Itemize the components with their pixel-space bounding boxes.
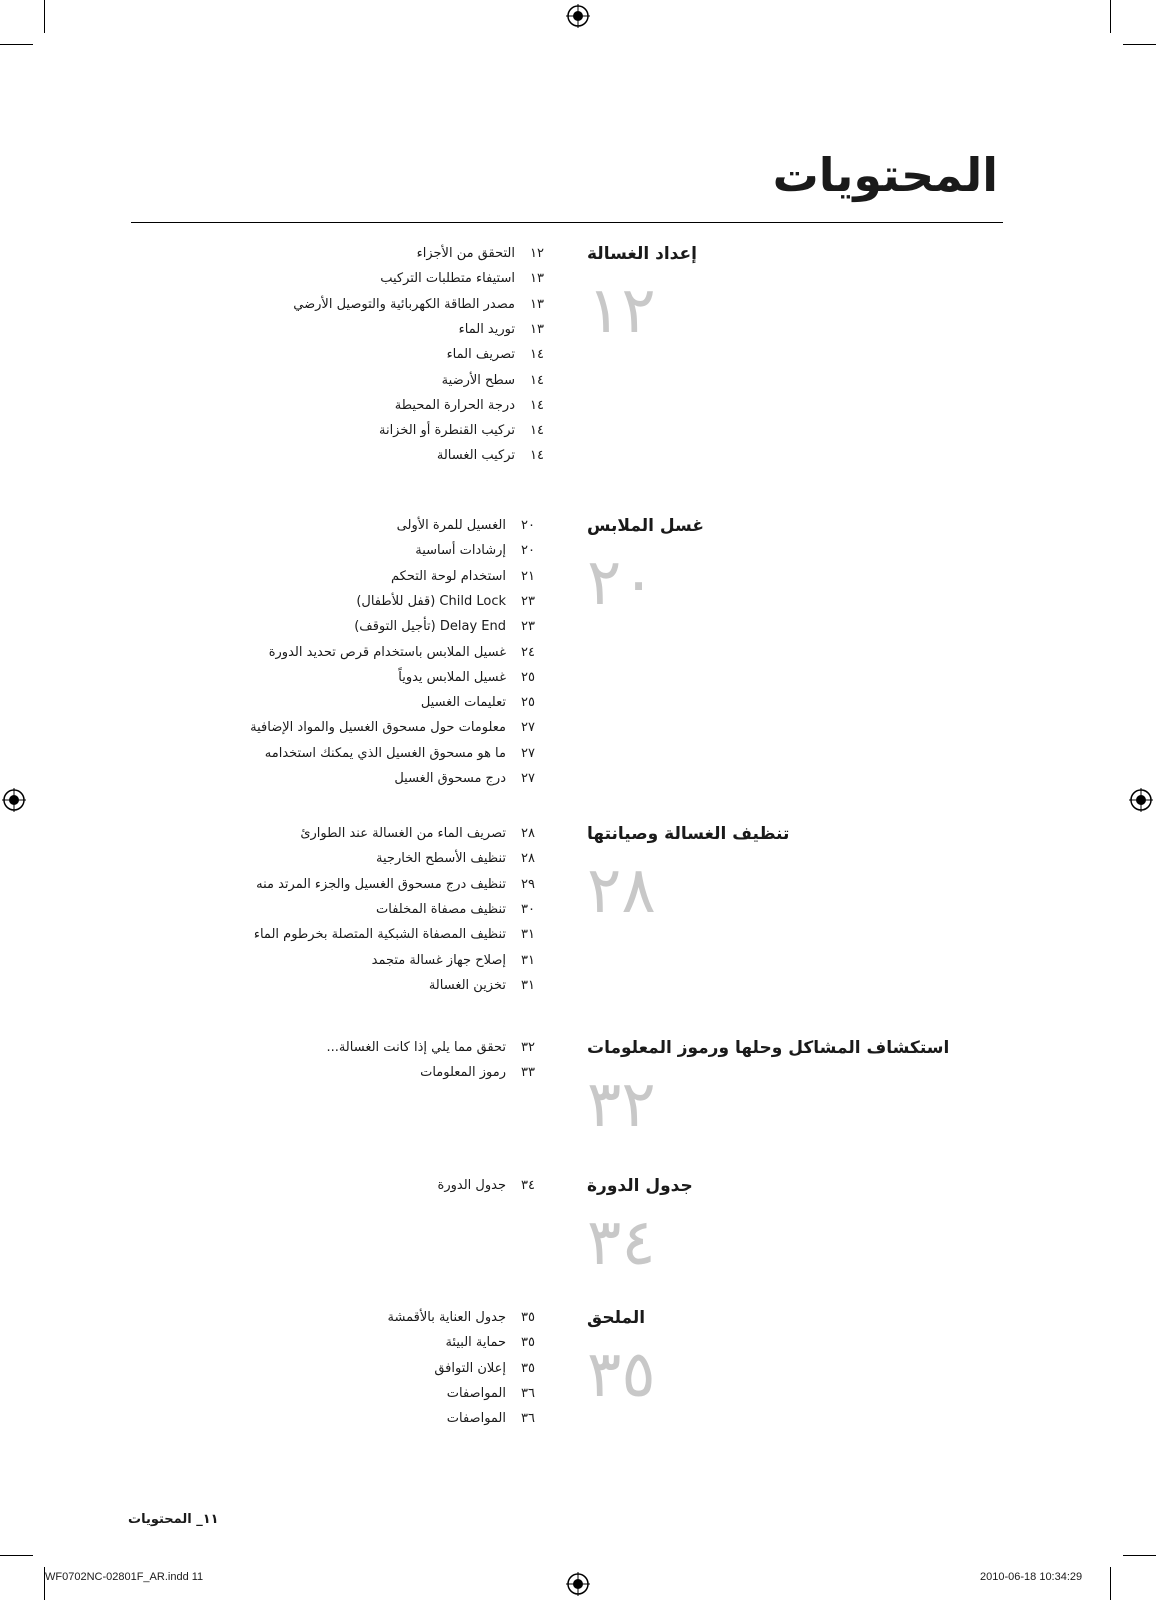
toc-entry[interactable] [0,851,535,873]
toc-entry[interactable] [0,644,535,667]
toc-entry[interactable] [0,296,544,319]
toc-entry-page: ١٣ [530,321,544,337]
toc-entry-page: ٢٨ [521,826,535,841]
section-title[interactable]: استكشاف المشاكل وحلها ورموز المعلومات [587,1038,950,1058]
toc-entry-page: ٢٧ [521,720,535,736]
toc-entry-text: تركيب الغسالة [436,448,515,464]
toc-entry-page: ٢٠ [521,543,535,559]
toc-entry[interactable] [0,1411,535,1433]
toc-entry-text: المواصفات [446,1411,506,1427]
toc-entry-page: ٣٥ [521,1310,535,1325]
crop-mark [44,0,45,33]
toc-entry[interactable] [0,977,535,1000]
toc-entry-text: إعلان التوافق [434,1360,506,1376]
title-divider [131,222,1003,223]
crop-mark [0,1555,33,1556]
section-number: ٣٢ [587,1068,656,1142]
section-title[interactable]: تنظيف الغسالة وصيانتها [587,824,790,844]
toc-entry-page: ٢٨ [521,851,535,867]
registration-mark-icon [1129,788,1153,812]
toc-entry[interactable] [0,695,535,717]
toc-entry-text: جدول الدورة [437,1178,506,1193]
toc-entry-text: تنظيف مصفاة المخلفات [376,901,506,917]
crop-mark [1110,1567,1111,1600]
toc-entry[interactable] [0,518,535,540]
toc-entry-page: ١٤ [530,448,544,464]
toc-entry-text: إصلاح جهاز غسالة متجمد [371,952,506,968]
toc-entry-page: ٢٠ [521,518,535,533]
toc-entry-text: تصريف الماء [446,347,515,363]
toc-entry[interactable] [0,619,535,641]
toc-entry-text: درج مسحوق الغسيل [394,771,506,786]
toc-entry-page: ١٤ [530,347,544,363]
registration-mark-icon [566,4,590,28]
toc-entry-text: تخزين الغسالة [428,977,506,993]
section-number: ٣٥ [587,1338,656,1412]
toc-entry[interactable] [0,246,544,268]
section-title[interactable]: غسل الملابس [587,516,704,536]
toc-entry-text: استيفاء متطلبات التركيب [380,271,515,287]
toc-entry-page: ٢٥ [521,695,535,711]
toc-entry-text: التحقق من الأجزاء [416,246,515,261]
toc-entry-page: ١٤ [530,372,544,388]
print-timestamp: 2010-06-18 10:34:29 [980,1571,1083,1583]
page-title: المحتويات [772,148,998,202]
toc-entry-page: ٢١ [521,568,535,584]
toc-entry-text: تنظيف الأسطح الخارجية [376,851,506,867]
toc-entry-text: حماية البيئة [445,1335,506,1351]
toc-entry-text: جدول العناية بالأقمشة [387,1310,506,1325]
toc-entry[interactable] [0,1040,535,1062]
toc-entry[interactable] [0,720,535,742]
toc-entry-page: ٣٦ [521,1385,535,1401]
toc-entry[interactable] [0,826,535,848]
file-name: WF0702NC-02801F_AR.indd 11 [45,1571,204,1583]
toc-entry-page: ٢٧ [521,745,535,761]
toc-entry-text: درجة الحرارة المحيطة [394,397,515,413]
toc-entry-text: المواصفات [446,1385,506,1401]
toc-entry-text: تصريف الماء من الغسالة عند الطوارئ [300,826,506,841]
toc-entry-text: توريد الماء [458,321,515,337]
toc-entry-page: ٢٥ [521,669,535,685]
toc-entry-page: ٣٠ [521,901,535,917]
toc-entry-text: مصدر الطاقة الكهربائية والتوصيل الأرضي [293,296,515,312]
toc-entry[interactable] [0,669,535,692]
toc-entry-text: ما هو مسحوق الغسيل الذي يمكنك استخدامه [264,745,506,761]
section-title[interactable]: إعداد الغسالة [587,244,697,264]
toc-entry[interactable] [0,1385,535,1408]
toc-entry[interactable] [0,397,544,420]
crop-mark [1123,1555,1156,1556]
section-number: ٢٠ [587,546,656,620]
toc-entry[interactable] [0,1335,535,1357]
toc-entry-text: استخدام لوحة التحكم [391,568,506,584]
toc-entry[interactable] [0,771,535,793]
toc-entry-page: ٣٤ [521,1178,535,1193]
toc-entry[interactable] [0,927,535,949]
toc-entry-page: ٣١ [521,952,535,968]
toc-entry[interactable] [0,321,544,344]
toc-entry[interactable] [0,593,535,616]
toc-entry-page: ٣٥ [521,1360,535,1376]
toc-entry[interactable] [0,952,535,975]
page-footer-label: ١١_ المحتويات [128,1512,219,1527]
toc-entry[interactable] [0,568,535,591]
toc-entry-page: ١٤ [530,397,544,413]
toc-entry-text: إرشادات أساسية [415,543,506,559]
toc-entry-page: ١٤ [530,423,544,439]
toc-entry-text: تحقق مما يلي إذا كانت الغسالة... [326,1040,506,1055]
toc-entry-text: تنظيف المصفاة الشبكية المتصلة بخرطوم الماء [253,927,506,943]
toc-entry-text: تعليمات الغسيل [420,695,506,711]
toc-entry-page: ٣١ [521,977,535,993]
toc-entry-text: غسيل الملابس باستخدام قرص تحديد الدورة [268,644,506,660]
toc-entry-page: ٣٦ [521,1411,535,1427]
registration-mark-icon [566,1572,590,1596]
toc-entry[interactable] [0,423,544,445]
toc-entry[interactable] [0,901,535,924]
toc-entry-page: ٣٣ [521,1065,535,1081]
crop-mark [1123,44,1156,45]
crop-mark [0,44,33,45]
toc-entry-text: Delay End (تأجيل التوقف) [354,619,506,635]
section-number: ١٢ [587,274,656,348]
toc-entry[interactable] [0,1360,535,1383]
toc-entry-page: ٢٣ [521,593,535,609]
toc-entry[interactable] [0,448,544,470]
toc-entry[interactable] [0,347,544,369]
toc-entry-page: ٢٣ [521,619,535,635]
crop-mark [1110,0,1111,33]
toc-entry-text: سطح الأرضية [441,372,515,388]
toc-entry-text: معلومات حول مسحوق الغسيل والمواد الإضافية [250,720,506,736]
toc-entry-page: ٢٩ [521,876,535,892]
toc-entry-text: تركيب القنطرة أو الخزانة [378,423,515,439]
toc-entry-text: غسيل الملابس يدوياً [398,669,506,685]
toc-entry[interactable] [0,271,544,293]
section-number: ٢٨ [587,854,656,928]
toc-entry[interactable] [0,1178,535,1200]
toc-entry-page: ٣٥ [521,1335,535,1351]
section-number: ٣٤ [587,1206,656,1280]
section-title[interactable]: الملحق [587,1308,646,1328]
toc-entry-page: ٣٢ [521,1040,535,1055]
toc-entry[interactable] [0,1065,535,1087]
toc-entry-page: ١٣ [530,271,544,287]
toc-entry-page: ٢٤ [521,644,535,660]
toc-entry-text: Child Lock (قفل للأطفال) [356,593,506,609]
toc-entry-page: ١٣ [530,296,544,312]
toc-entry-text: تنظيف درج مسحوق الغسيل والجزء المرتد منه [256,876,506,892]
toc-entry-text: رموز المعلومات [420,1065,506,1081]
toc-entry[interactable] [0,876,535,899]
toc-entry-page: ٢٧ [521,771,535,786]
toc-entry[interactable] [0,1310,535,1332]
toc-entry[interactable] [0,745,535,768]
section-title[interactable]: جدول الدورة [587,1176,693,1196]
toc-entry[interactable] [0,372,544,395]
toc-entry-page: ٣١ [521,927,535,943]
toc-entry-page: ١٢ [530,246,544,261]
toc-entry[interactable] [0,543,535,565]
toc-entry-text: الغسيل للمرة الأولى [396,518,506,533]
